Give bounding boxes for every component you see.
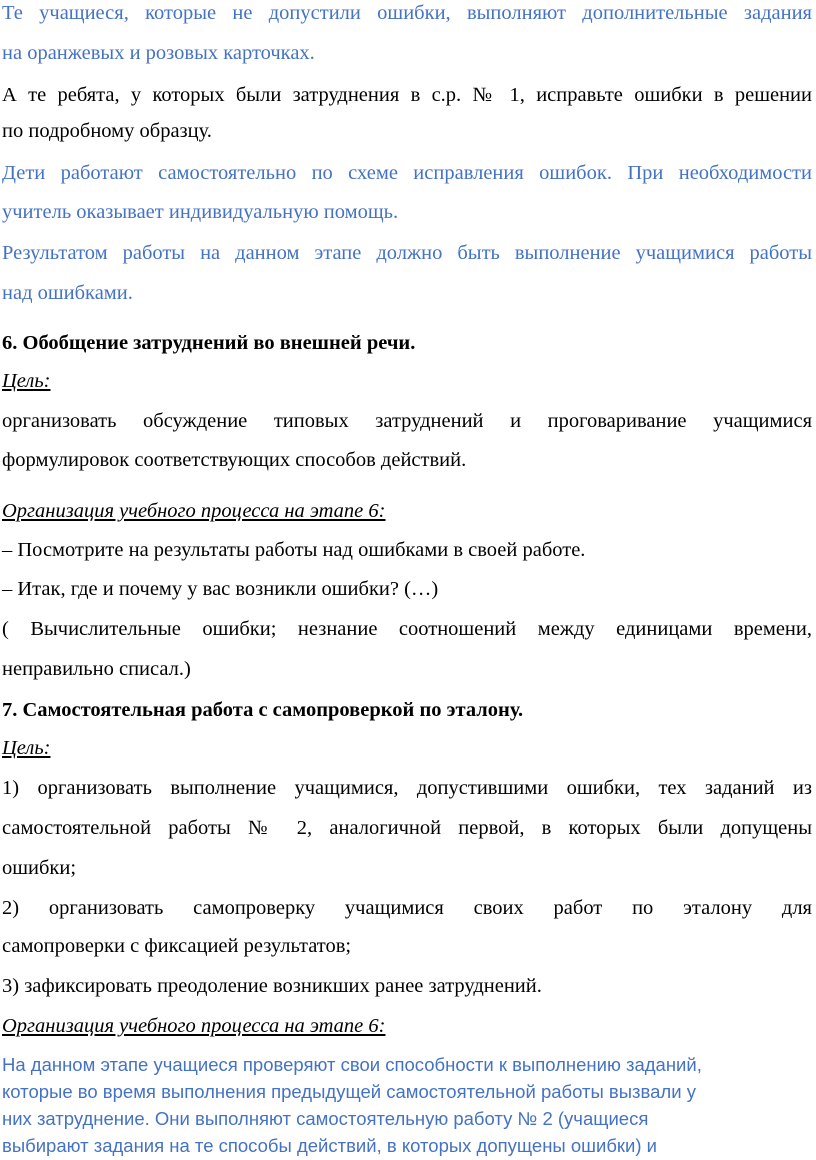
intro-p3-line2: учитель оказывает индивидуальную помощь. xyxy=(2,201,399,223)
intro-p4-line1: Результатом работы на данном этапе должно быть выполнение учащимися работы xyxy=(2,242,812,264)
intro-p1-line2: на оранжевых и розовых карточках. xyxy=(2,42,315,64)
section6-heading: 6. Обобщение затруднений во внешней речи. xyxy=(2,332,416,354)
intro-p4-line2: над ошибками. xyxy=(2,282,133,304)
section6-answer-line1: ( Вычислительные ошибки; незнание соотношений между единицами времени, xyxy=(2,618,812,640)
section6-answer-line2: неправильно списал.) xyxy=(2,658,191,680)
section7-goal1-line3: ошибки; xyxy=(2,857,77,879)
section7-org-line3: них затруднение. Они выполняют самостоятельную работу № 2 (учащиеся xyxy=(2,1108,649,1129)
section7-goal2-line2: самопроверки с фиксацией результатов; xyxy=(2,935,352,957)
section6-goal-label: Цель: xyxy=(2,370,51,392)
intro-p2-line1: А те ребята, у которых были затруднения в с.р. № 1, исправьте ошибки в решении xyxy=(2,84,812,106)
section6-goal-line2: формулировок соответствующих способов действий. xyxy=(2,449,467,471)
section6-item1: – Посмотрите на результаты работы над ошибками в своей работе. xyxy=(2,539,586,561)
section7-goal2-line1: 2) организовать самопроверку учащимися своих работ по эталону для xyxy=(2,897,812,919)
section7-goal-label: Цель: xyxy=(2,737,51,759)
section6-goal-line1: организовать обсуждение типовых затруднений и проговаривание учащимися xyxy=(2,410,812,432)
intro-p3-line1: Дети работают самостоятельно по схеме исправления ошибок. При необходимости xyxy=(2,162,812,184)
intro-p2-line2: по подробному образцу. xyxy=(2,120,212,142)
intro-p1-line1: Те учащиеся, которые не допустили ошибки, выполняют дополнительные задания xyxy=(2,2,812,24)
section6-org-label: Организация учебного процесса на этапе 6: xyxy=(2,500,386,522)
section7-heading: 7. Самостоятельная работа с самопроверкой по эталону. xyxy=(2,699,524,721)
section7-goal3: 3) зафиксировать преодоление возникших ранее затруднений. xyxy=(2,975,542,997)
section7-goal1-line1: 1) организовать выполнение учащимися, допустившими ошибки, тех заданий из xyxy=(2,777,812,799)
section7-org-line2: которые во время выполнения предыдущей самостоятельной работы вызвали у xyxy=(2,1081,696,1102)
section6-item2: – Итак, где и почему у вас возникли ошибки? (…) xyxy=(2,578,439,600)
section7-org-line1: На данном этапе учащиеся проверяют свои способности к выполнению заданий, xyxy=(2,1054,702,1075)
section7-goal1-line2: самостоятельной работы № 2, аналогичной первой, в которых были допущены xyxy=(2,817,812,839)
section7-org-label: Организация учебного процесса на этапе 6: xyxy=(2,1015,386,1037)
section7-org-line4: выбирают задания на те способы действий, в которых допущены ошибки) и xyxy=(2,1135,657,1156)
